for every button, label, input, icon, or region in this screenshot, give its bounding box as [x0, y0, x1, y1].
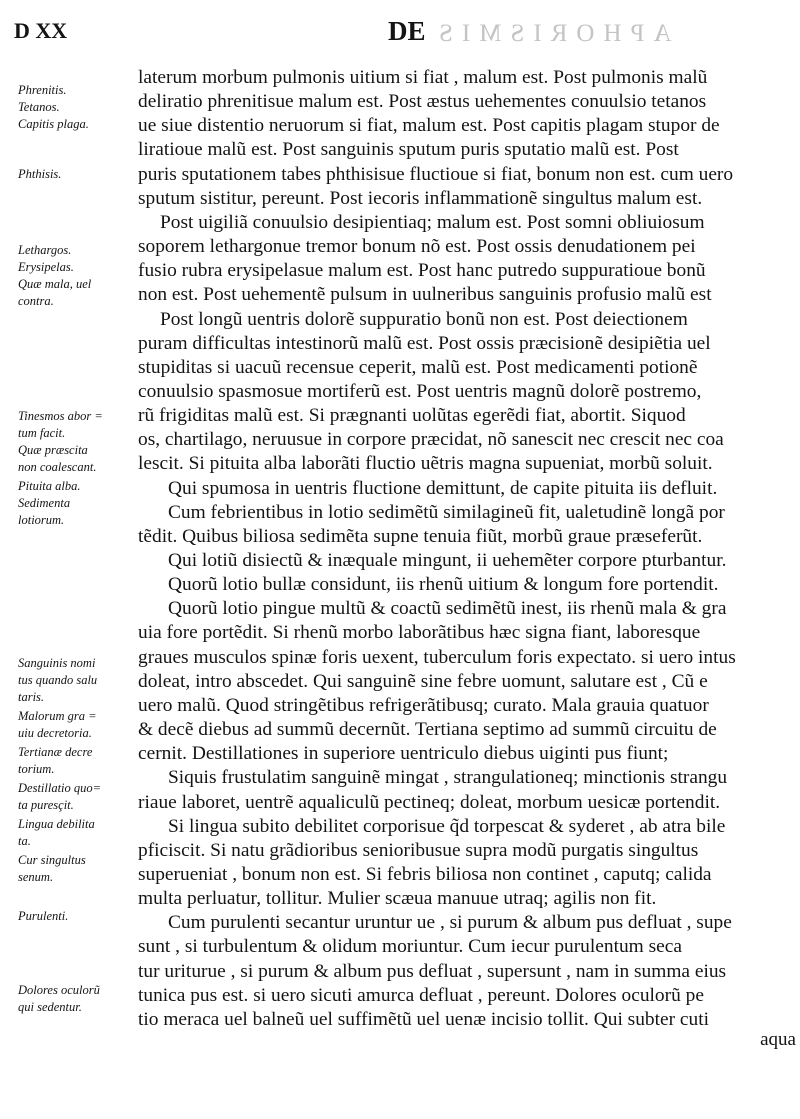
margin-note: ta. — [18, 834, 31, 848]
margin-note: Lethargos. — [18, 243, 72, 257]
text-line: tunica pus est. si uero sicuti amurca defluat , pereunt. Dolores oculorũ pe — [138, 984, 704, 1006]
text-line: Qui lotiũ disiectũ & inæquale mingunt, ii uehemẽter corpore pturbantur. — [168, 550, 727, 571]
text-line: tio meraca uel balneũ uel suffimẽtũ uel uenæ incisio tollit. Qui subter cuti — [138, 1008, 709, 1030]
margin-note: Purulenti. — [18, 909, 69, 923]
margin-note: senum. — [18, 870, 54, 884]
text-line: ue siue distentio neruorum si fiat, malum est. Post capitis plagam stupor de — [138, 115, 720, 137]
text-line: Post longũ uentris dolorẽ suppuratio bonũ non est. Post deiectionem — [160, 308, 688, 330]
margin-note: Tetanos. — [18, 100, 60, 114]
margin-note: tum facit. — [18, 426, 66, 440]
text-line: multa perluatur, tollitur. Mulier scæua manuue utraq; agilis non fit. — [138, 888, 657, 910]
text-line: tur uriturue , si purum & album pus defluat , supersunt , nam in summa eius — [138, 960, 727, 982]
margin-note: Erysipelas. — [18, 260, 74, 274]
margin-note: Quæ præscita — [18, 443, 88, 457]
margin-note: Dolores oculorũ — [18, 983, 100, 997]
catchword: aqua — [760, 1029, 796, 1050]
text-line: superueniat , bonum non est. Si febris biliosa non continet , caputq; calida — [138, 863, 712, 885]
margin-note: Pituita alba. — [18, 479, 81, 493]
text-line: doleat, intro abscedet. Qui sanguinẽ sine febre uomunt, salutare est , Cũ e — [138, 670, 708, 692]
margin-note: uiu decretoria. — [18, 726, 92, 740]
text-line: Qui spumosa in uentris fluctione demittunt, de capite pituita iis defluit. — [168, 477, 718, 499]
margin-note: Sanguinis nomi — [18, 656, 96, 670]
text-line: Quorũ lotio bullæ considunt, iis rhenũ uitium & longum fore portendit. — [168, 574, 719, 596]
margin-note: Phthisis. — [18, 167, 62, 181]
text-line: deliratio phrenitisue malum est. Post æstus uehementes conuulsio tetanos — [138, 91, 707, 113]
margin-note: Quæ mala, uel — [18, 277, 92, 291]
text-line: pficiscit. Si natu grãdioribus senioribusue supra modũ purgatis singultus — [138, 839, 699, 861]
text-line: sputum sistitur, pereunt. Post iecoris inflammationẽ singultus malum est. — [138, 187, 703, 209]
margin-note: Destillatio quo= — [18, 781, 102, 795]
margin-note: Capitis plaga. — [18, 117, 89, 131]
margin-note: Sedimenta — [18, 496, 71, 510]
margin-note: non coalescant. — [18, 460, 97, 474]
text-line: cernit. Destillationes in superiore uentriculo diebus uiginti pus fiunt; — [138, 743, 669, 765]
margin-note: ta puresçit. — [18, 798, 74, 812]
text-line: Siquis frustulatim sanguinẽ mingat , strangulationeq; minctionis strangu — [168, 767, 728, 789]
text-line: graues musculos spinæ foris uexent, tuberculum foris expectato. si uero intus — [138, 646, 736, 668]
text-line: non est. Post uehementẽ pulsum in uulneribus sanguinis profusio malũ est — [138, 284, 712, 306]
text-line: puris sputationem tabes phthisisue fluctioue si fiat, bonum non est. cum uero — [138, 163, 734, 185]
text-line: stupiditas si uacuũ recensue ceperit, malũ est. Post medicamenti potionẽ — [138, 356, 698, 378]
ghost-header: APHORISMIS — [430, 20, 672, 47]
margin-note: Cur singultus — [18, 853, 86, 867]
text-line: fusio rubra erysipelasue malum est. Post hanc putredo suppuratioue bonũ — [138, 260, 706, 282]
page-folio: D XX — [14, 18, 68, 43]
margin-note: Malorum gra = — [18, 709, 97, 723]
text-line: Si lingua subito debilitet corporisue q̃d torpescat & syderet , ab atra bile — [168, 815, 726, 837]
text-line: sunt , si turbulentum & olidum moriuntur. Cum iecur purulentum seca — [138, 936, 682, 958]
margin-note: Tinesmos abor = — [18, 409, 103, 423]
text-line: liratioue malũ est. Post sanguinis sputum puris sputatio malũ est. Post — [138, 139, 679, 161]
text-line: riaue laboret, uentrẽ aqualiculũ pectineq; doleat, morbum uesicæ portendit. — [138, 791, 721, 813]
text-line: rũ frigiditas malũ est. Si prægnanti uolũtas egerẽdi fiat, abortit. Siquod — [138, 405, 686, 427]
margin-note: qui sedentur. — [18, 1000, 82, 1014]
text-line: & decẽ diebus ad summũ decernũt. Tertiana septimo ad summũ circuitu de — [138, 719, 717, 741]
text-line: lescit. Si pituita alba laborãti fluctio uẽtris magna supueniat, morbũ soluit. — [138, 453, 713, 475]
margin-note: Phrenitis. — [18, 83, 67, 97]
text-line: Cum febrientibus in lotio sedimẽtũ similagineũ fit, ualetudinẽ longã por — [168, 501, 725, 523]
text-line: soporem lethargonue tremor bonum nõ est. Post ossis denudationem pei — [138, 236, 696, 258]
text-line: laterum morbum pulmonis uitium si fiat , malum est. Post pulmonis malũ — [138, 67, 708, 88]
text-line: Quorũ lotio pingue multũ & coactũ sedimẽtũ inest, iis rhenũ mala & gra — [168, 598, 727, 620]
page-title: DE — [388, 16, 426, 46]
text-line: Cum purulenti secantur uruntur ue , si purum & album pus defluat , supe — [168, 912, 732, 934]
text-line: Post uigiliã conuulsio desipientiaq; malum est. Post somni obliuiosum — [160, 211, 705, 233]
margin-note: Tertianæ decre — [18, 745, 93, 759]
margin-note: Lingua debilita — [18, 817, 95, 831]
text-line: tẽdit. Quibus biliosa sedimẽta supne tenuia fiũt, morbũ graue præseferũt. — [138, 525, 703, 547]
text-line: uia fore portẽdit. Si rhenũ morbo laborãtibus hæc signa fiant, laboresque — [138, 622, 701, 644]
text-line: os, chartilago, neruusue in corpore præcidat, nõ sanescit nec crescit nec coa — [138, 429, 724, 451]
text-line: conuulsio spasmosue mortiferũ est. Post uentris magnũ dolorẽ postremo, — [138, 380, 702, 402]
margin-note: tus quando salu — [18, 673, 98, 687]
text-line: puram difficultas intestinorũ malũ est. Post ossis præcisionẽ desipiẽtia uel — [138, 332, 711, 354]
text-line: uero malũ. Quod stringẽtibus refrigerãtibusq; curato. Mala grauia quatuor — [138, 694, 709, 716]
margin-note: torium. — [18, 762, 55, 776]
margin-note: contra. — [18, 294, 54, 308]
margin-note: taris. — [18, 690, 45, 704]
margin-note: lotiorum. — [18, 513, 65, 527]
